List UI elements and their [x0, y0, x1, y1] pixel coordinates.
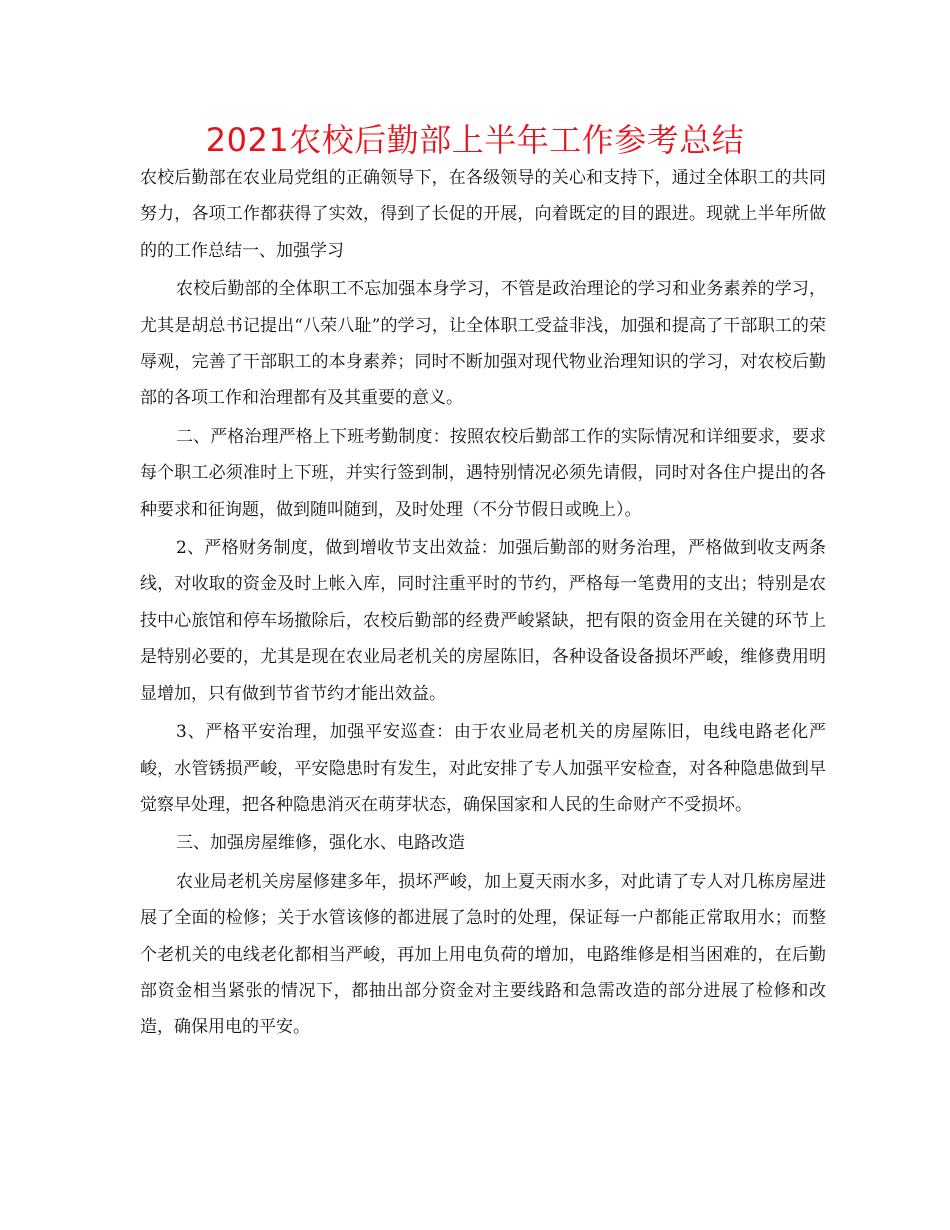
finance-paragraph: 2、严格财务制度，做到增收节支出效益：加强后勤部的财务治理，严格做到收支两条线，对收取的资金及时上帐入库，同时注重平时的节约，严格每一笔费用的支出；特别是农技中心旅馆和停车场撤除后，农校后勤部的经费严峻紧缺，把有限的资金用在关键的环节上是特别必要的，尤其是现在农业局老机关的房屋陈旧，各种设备设备损坏严峻，维修费用明显增加，只有做到节省节约才能出效益。	[140, 538, 826, 704]
safety-paragraph: 3、严格平安治理，加强平安巡查：由于农业局老机关的房屋陈旧，电线电路老化严峻，水管锈损严峻，平安隐患时有发生，对此安排了专人加强平安检查，对各种隐患做到早觉察早处理，把各种隐患消灭在萌芽状态，确保国家和人民的生命财产不受损坏。	[140, 722, 826, 815]
study-paragraph: 农校后勤部的全体职工不忘加强本身学习，不管是政治理论的学习和业务素养的学习，尤其是胡总书记提出“八荣八耻”的学习，让全体职工受益非浅，加强和提高了干部职工的荣辱观，完善了干部职工的本身素养；同时不断加强对现代物业治理知识的学习，对农校后勤部的各项工作和治理都有及其重要的意义。	[140, 279, 826, 409]
document-title: 2021农校后勤部上半年工作参考总结	[205, 121, 745, 159]
management-paragraph: 二、严格治理严格上下班考勤制度：按照农校后勤部工作的实际情况和详细要求，要求每个职工必须准时上下班，并实行签到制，遇特别情况必须先请假，同时对各住户提出的各种要求和征询题，做到随叫随到，及时处理（不分节假日或晚上）。	[140, 426, 826, 520]
maintenance-paragraph: 农业局老机关房屋修建多年，损坏严峻，加上夏天雨水多，对此请了专人对几栋房屋进展了全面的检修；关于水管该修的都进展了急时的处理，保证每一户都能正常取用水；而整个老机关的电线老化都相当严峻，再加上用电负荷的增加，电路维修是相当困难的，在后勤部资金相当紧张的情况下，都抽出部分资金对主要线路和急需改造的部分进展了检修和改造，确保用电的平安。	[140, 871, 826, 1038]
section-heading-maintenance: 三、加强房屋维修，强化水、电路改造	[176, 833, 465, 854]
document-body	[140, 160, 826, 1046]
intro-paragraph: 农校后勤部在农业局党组的正确领导下，在各级领导的关心和支持下，通过全体职工的共同努力，各项工作都获得了实效，得到了长促的开展，向着既定的目的跟进。现就上半年所做的的工作总结一、加强学习	[140, 168, 826, 261]
